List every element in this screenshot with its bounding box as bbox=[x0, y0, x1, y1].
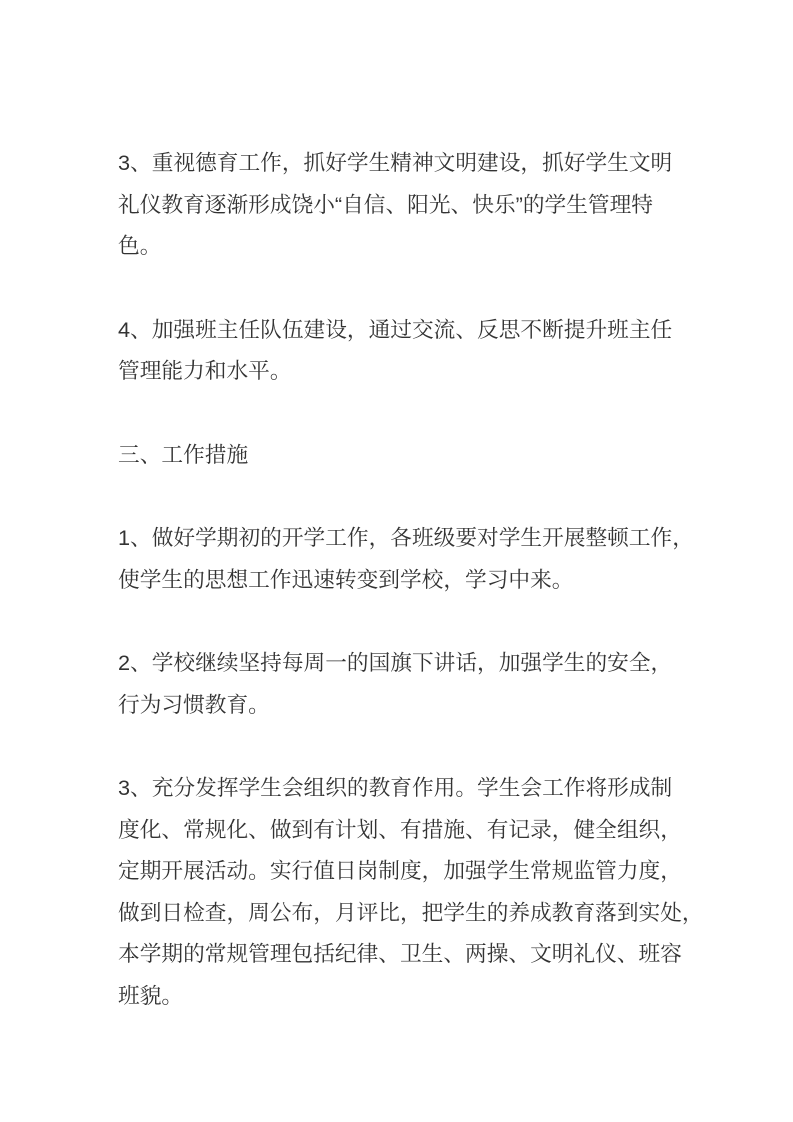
paragraph-4-head-teacher-team bbox=[118, 309, 694, 392]
text-line: 班貌。 bbox=[118, 982, 184, 1008]
paragraph-1-semester-start bbox=[118, 517, 694, 600]
paragraph-2-flag-speech bbox=[118, 642, 694, 725]
text-line: 定期开展活动。实行值日岗制度，加强学生常规监管力度， bbox=[118, 858, 682, 883]
text-line: 4、加强班主任队伍建设，通过交流、反思不断提升班主任 bbox=[118, 316, 673, 342]
text-line: 管理能力和水平。 bbox=[118, 358, 292, 383]
text-line: 色。 bbox=[118, 233, 162, 258]
text-line: 本学期的常规管理包括纪律、卫生、两操、文明礼仪、班容 bbox=[118, 941, 682, 966]
section-heading-work-measures bbox=[118, 434, 694, 476]
paragraph-3-moral-education bbox=[118, 142, 694, 267]
text-line: 使学生的思想工作迅速转变到学校，学习中来。 bbox=[118, 566, 574, 592]
text-line: 度化、常规化、做到有计划、有措施、有记录，健全组织， bbox=[118, 816, 682, 842]
text-line: 3、充分发挥学生会组织的教育作用。学生会工作将形成制 bbox=[118, 775, 673, 800]
paragraph-3-student-union bbox=[118, 767, 704, 1016]
text-line: 3、重视德育工作，抓好学生精神文明建设，抓好学生文明 bbox=[118, 150, 673, 175]
text-line: 2、学校继续坚持每周一的国旗下讲话，加强学生的安全， bbox=[118, 650, 673, 675]
text-line: 1、做好学期初的开学工作，各班级要对学生开展整顿工作， bbox=[118, 525, 694, 550]
text-line: 做到日检查，周公布，月评比，把学生的养成教育落到实处， bbox=[118, 899, 704, 925]
heading-line: 三、工作措施 bbox=[118, 441, 249, 467]
text-line: 礼仪教育逐渐形成饶小“自信、阳光、快乐”的学生管理特 bbox=[118, 191, 653, 217]
text-line: 行为习惯教育。 bbox=[118, 691, 270, 717]
